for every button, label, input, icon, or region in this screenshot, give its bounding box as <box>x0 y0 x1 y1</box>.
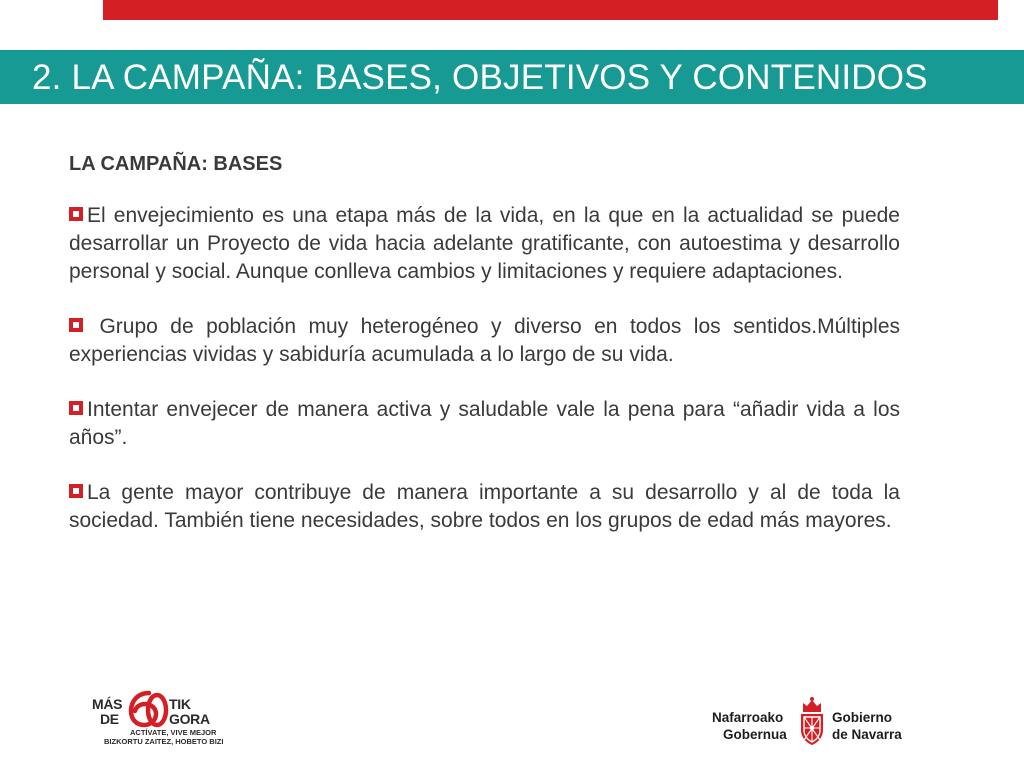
logo-word-mas: MÁS <box>92 696 123 712</box>
logo-basque-line-1: Nafarroako <box>712 710 784 725</box>
slide-title: 2. LA CAMPAÑA: BASES, OBJETIVOS Y CONTENIDOS <box>32 58 928 97</box>
logo-basque-line-2: Gobernua <box>723 727 787 742</box>
logo-word-de: DE <box>100 711 119 727</box>
gobierno-navarra-logo <box>712 696 912 748</box>
logo-tagline-eu: BIZKORTU ZAITEZ, HOBETO BIZI <box>104 737 224 746</box>
section-subheading: LA CAMPAÑA: BASES <box>69 153 283 175</box>
bullet-paragraph <box>69 479 900 535</box>
bullet-text: Grupo de población muy heterogéneo y diverso en todos los sentidos.Múltiples experiencias vividas y sabiduría acumulada a lo largo de su vida. <box>69 315 900 366</box>
logo-spanish-line-2: de Navarra <box>832 727 902 742</box>
bullet-text: El envejecimiento es una etapa más de la vida, en la que en la actualidad se puede desarrollar un Proyecto de vida hacia adelante gratificante, con autoestima y desarrollo personal y social. Aunque conlleva cambios y limitaciones y requiere adaptaciones. <box>69 204 900 283</box>
logo-word-gora: GORA <box>169 711 210 727</box>
square-bullet-icon <box>69 318 83 332</box>
logo-tagline-es: ACTÍVATE, VIVE MEJOR <box>130 728 217 737</box>
bullet-paragraph <box>69 396 900 452</box>
slide-content <box>69 150 900 562</box>
square-bullet-icon <box>69 484 83 498</box>
square-bullet-icon <box>69 207 83 221</box>
top-accent-bar <box>103 0 998 20</box>
bullet-paragraph <box>69 313 900 369</box>
sixty-emblem-icon <box>127 690 169 728</box>
bullet-paragraph <box>69 202 900 286</box>
square-bullet-icon <box>69 401 83 415</box>
navarra-crest-icon <box>798 696 826 746</box>
logo-spanish-line-1: Gobierno <box>832 710 892 725</box>
bullet-text: Intentar envejecer de manera activa y saludable vale la pena para “añadir vida a los años”. <box>69 398 900 449</box>
logo-word-tik: TIK <box>169 696 191 712</box>
mas-de-60-logo <box>92 690 227 750</box>
bullet-text: La gente mayor contribuye de manera importante a su desarrollo y al de toda la sociedad. También tiene necesidades, sobre todos en los grupos de edad más mayores. <box>69 481 900 532</box>
title-band <box>0 50 1024 104</box>
